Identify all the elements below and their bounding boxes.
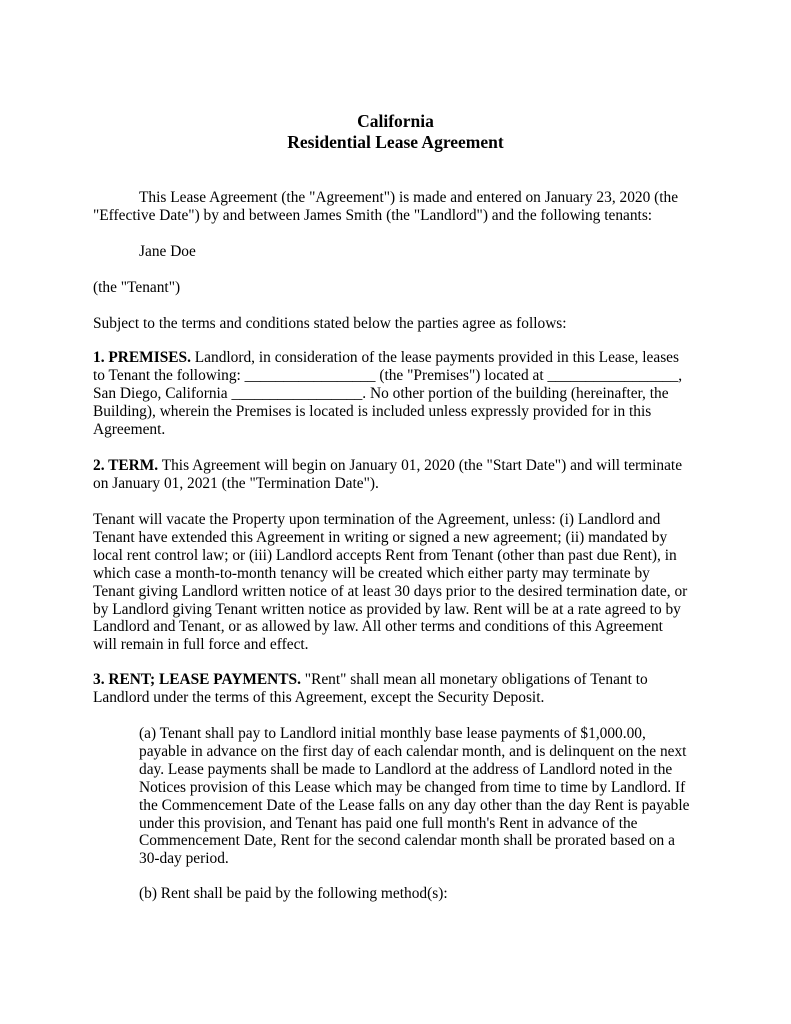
rent-line: Landlord under the terms of this Agreement, except the Security Deposit. — [93, 688, 545, 706]
title-agreement: Residential Lease Agreement — [287, 132, 504, 152]
title-state: California — [357, 111, 434, 131]
rent-a-line: day. Lease payments shall be made to Landlord at the address of Landlord noted in the — [139, 760, 673, 778]
vacate-line: Tenant will vacate the Property upon termination of the Agreement, unless: (i) Landlord and — [93, 511, 661, 528]
vacate-line: Tenant have extended this Agreement in writing or signed a new agreement; (ii) mandated by — [93, 528, 668, 546]
rent-heading: 3. RENT; LEASE PAYMENTS. — [93, 671, 301, 688]
premises-line: Agreement. — [93, 420, 166, 438]
premises-section — [93, 349, 703, 439]
term-section — [93, 457, 703, 493]
rent-a-line: under this provision, and Tenant has paid one full month's Rent in advance of the — [139, 814, 638, 832]
tenant-label: (the "Tenant") — [93, 279, 181, 296]
term-line: on January 01, 2021 (the "Termination Date"). — [93, 474, 379, 492]
premises-line — [93, 349, 703, 367]
rent-section — [93, 671, 703, 707]
rent-a-line: (a) Tenant shall pay to Landlord initial monthly base lease payments of $1,000.00, — [139, 725, 646, 742]
vacate-line: by Landlord giving Tenant written notice as provided by law. Rent will be at a rate agreed to by — [93, 600, 681, 618]
vacate-paragraph — [93, 511, 703, 654]
vacate-line: which case a month-to-month tenancy will be created which either party may terminate by — [93, 564, 650, 582]
rent-subsection-a — [139, 725, 704, 868]
rent-a-line: Commencement Date, Rent for the second calendar month shall be prorated based on a — [139, 832, 675, 850]
rent-line — [93, 671, 703, 689]
premises-line: Building), wherein the Premises is located is included unless expressly provided for in this — [93, 402, 652, 420]
term-text: This Agreement will begin on January 01, 2020 (the "Start Date") and will terminate — [158, 457, 683, 474]
premises-heading: 1. PREMISES. — [93, 349, 191, 366]
vacate-line: will remain in full force and effect. — [93, 636, 309, 654]
rent-a-line: payable in advance on the first day of each calendar month, and is delinquent on the next — [139, 742, 687, 760]
rent-a-line: 30-day period. — [139, 850, 229, 868]
intro-line: "Effective Date") by and between James Smith (the "Landlord") and the following tenants: — [93, 206, 653, 224]
vacate-line: Landlord and Tenant, or as allowed by law. All other terms and conditions of this Agreement — [93, 618, 663, 636]
rent-a-line: the Commencement Date of the Lease falls on any day other than the day Rent is payable — [139, 796, 690, 814]
subject-line: Subject to the terms and conditions stated below the parties agree as follows: — [93, 315, 567, 332]
rent-a-line: Notices provision of this Lease which may be changed from time to time by Landlord. If — [139, 778, 686, 796]
premises-line: San Diego, California _________________. No other portion of the building (hereinafter, the — [93, 384, 669, 402]
premises-line: to Tenant the following: _________________ (the "Premises") located at _________________, — [93, 366, 683, 384]
intro-paragraph — [93, 189, 703, 225]
intro-line: This Lease Agreement (the "Agreement") is made and entered on January 23, 2020 (the — [139, 189, 679, 206]
term-line — [93, 457, 703, 475]
rent-subsection-b: (b) Rent shall be paid by the following method(s): — [139, 885, 448, 902]
tenant-name: Jane Doe — [139, 243, 196, 260]
vacate-line: local rent control law; or (iii) Landlord accepts Rent from Tenant (other than past due Rent), in — [93, 546, 677, 564]
term-heading: 2. TERM. — [93, 457, 159, 474]
vacate-line: Tenant giving Landlord written notice of at least 30 days prior to the desired termination date, or — [93, 582, 688, 600]
document-title — [0, 111, 791, 153]
premises-text: Landlord, in consideration of the lease payments provided in this Lease, leases — [190, 349, 680, 366]
rent-text: "Rent" shall mean all monetary obligations of Tenant to — [300, 671, 648, 688]
